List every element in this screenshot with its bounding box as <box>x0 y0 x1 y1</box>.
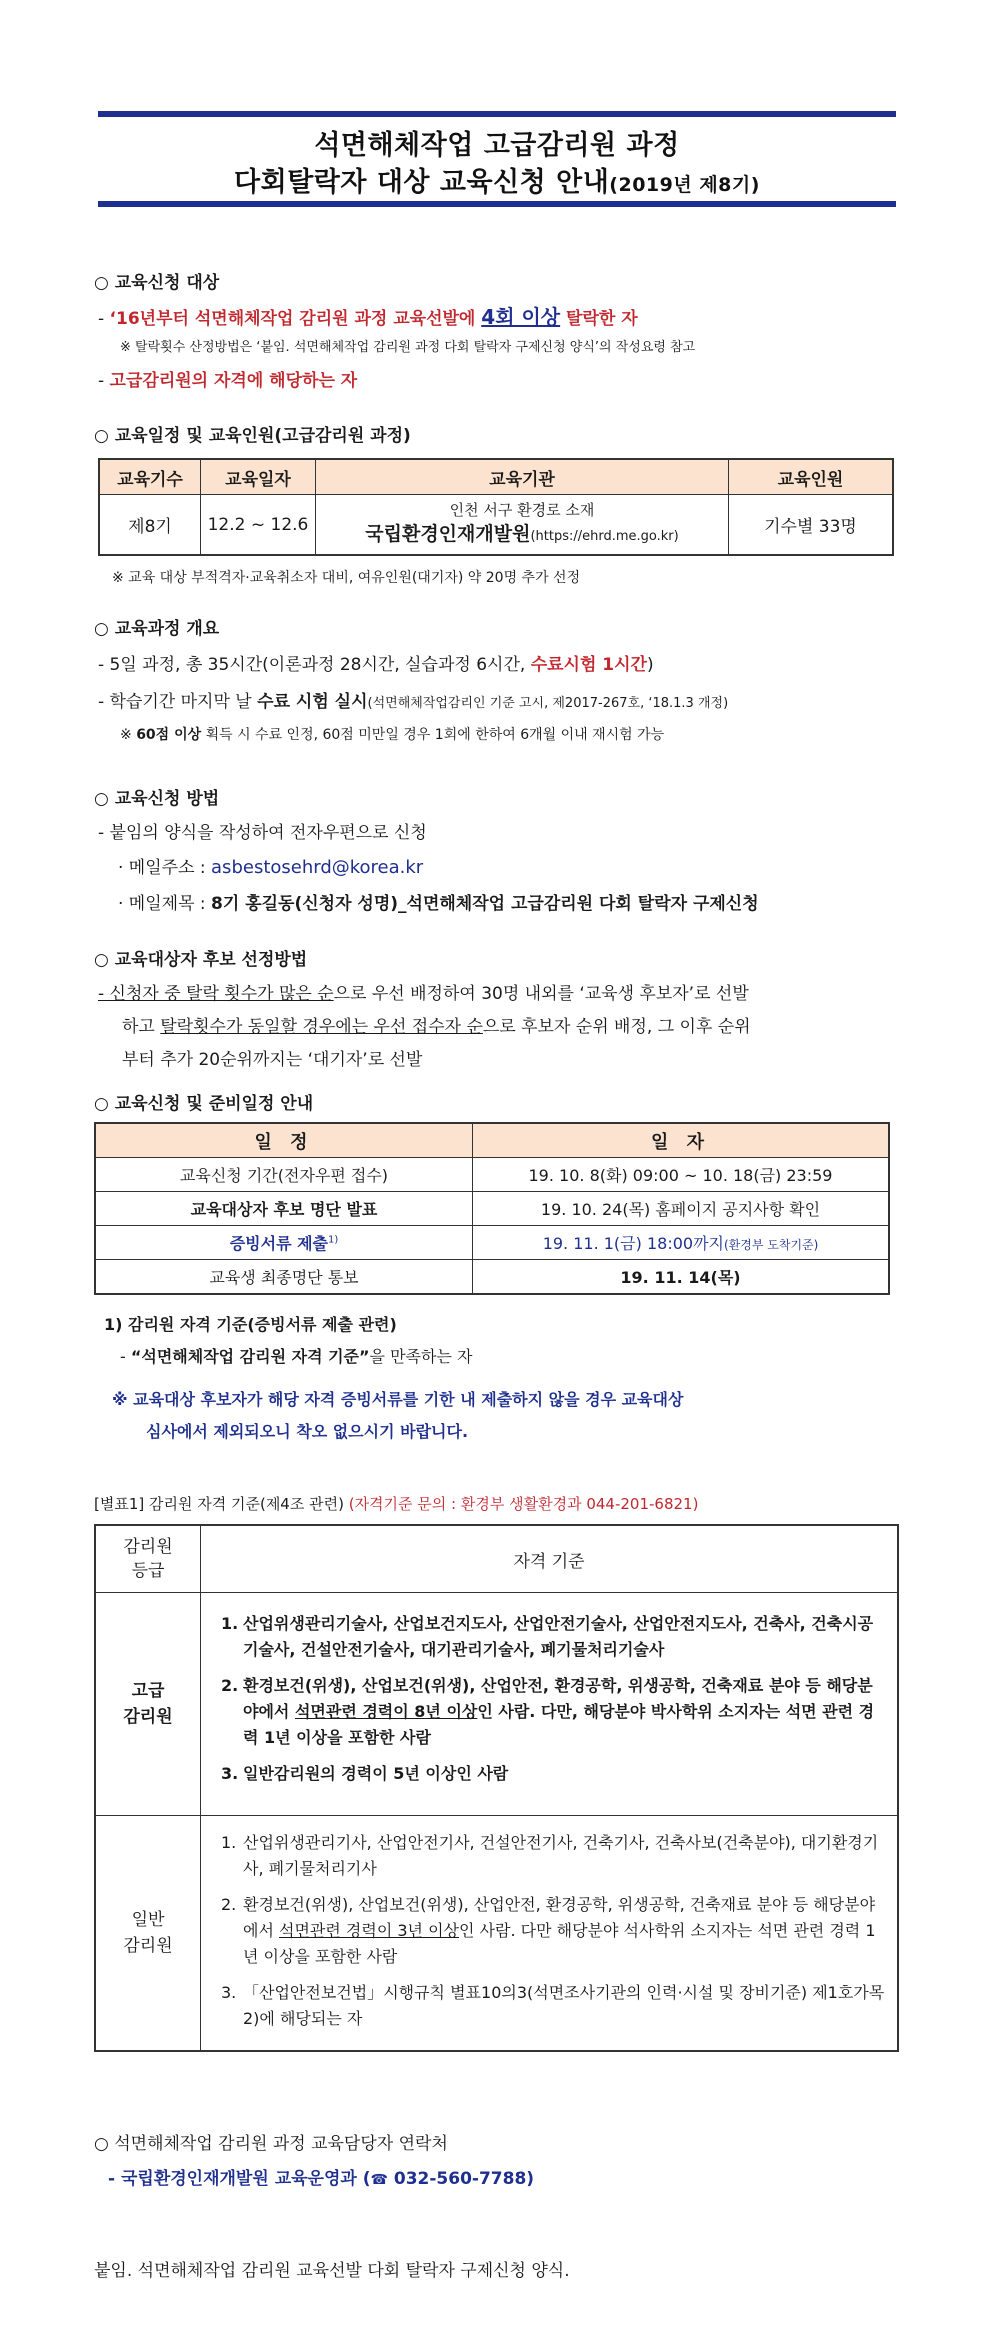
selection-line-1 <box>98 979 749 1004</box>
grade-general-line1: 일반 <box>131 1910 165 1930</box>
col-schedule: 일 정 <box>95 1123 473 1158</box>
annex-caption <box>94 1493 698 1514</box>
table-row <box>95 1226 889 1260</box>
table-row <box>95 1192 889 1226</box>
list-item-text-c: 인 사람. 다만, 해당분야 박사학위 소지자는 석면 관련 경력 1년 이상을 포함한 사람 <box>243 1702 875 1747</box>
schedule-table <box>98 458 894 556</box>
contact-line <box>108 2164 534 2189</box>
overview-item-1 <box>98 650 654 675</box>
timeline-item: 교육신청 기간(전자우편 접수) <box>95 1158 473 1192</box>
mail-address-label: · 메일주소 : <box>118 858 212 878</box>
cell-capacity: 기수별 33명 <box>729 495 894 556</box>
warning-line-2: 심사에서 제외되오니 착오 없으시기 바랍니다. <box>146 1422 469 1441</box>
section-target-heading: ○ 교육신청 대상 <box>94 273 220 293</box>
list-item-underlined: 석면관련 경력이 3년 이상 <box>279 1921 459 1940</box>
timeline-item <box>95 1226 473 1260</box>
selection-line-2-a: 하고 <box>122 1017 161 1037</box>
list-item <box>221 1673 885 1751</box>
footnote-item-text: 을 만족하는 자 <box>369 1347 473 1366</box>
grade-senior-line2: 감리원 <box>123 1707 173 1727</box>
list-item <box>221 1830 885 1882</box>
section-schedule-heading: ○ 교육일정 및 교육인원(고급감리원 과정) <box>94 426 411 446</box>
table-row-senior <box>95 1593 898 1816</box>
selection-line-1-rest: 으로 우선 배정하여 30명 내외를 ‘교육생 후보자’로 선발 <box>333 984 749 1004</box>
method-item-1: - 붙임의 양식을 작성하여 전자우편으로 신청 <box>98 823 427 843</box>
selection-line-1-underlined: - 신청자 중 탈락 횟수가 많은 순 <box>98 984 334 1004</box>
timeline-date: 19. 10. 8(화) 09:00 ~ 10. 18(금) 23:59 <box>473 1158 890 1192</box>
institution-name-line <box>316 521 728 550</box>
contact-heading: ○ 석면해체작업 감리원 과정 교육담당자 연락처 <box>94 2134 448 2154</box>
col-term: 교육기수 <box>99 459 201 495</box>
col-capacity: 교육인원 <box>729 459 894 495</box>
table-row <box>99 495 893 556</box>
col-institution: 교육기관 <box>316 459 729 495</box>
footnote-title: 1) 감리원 자격 기준(증빙서류 제출 관련) <box>104 1315 397 1334</box>
footnote-item-bold: “석면해체작업 감리원 자격 기준” <box>130 1347 370 1366</box>
institution-name: 국립환경인재개발원 <box>365 523 531 545</box>
section-method-heading: ○ 교육신청 방법 <box>94 789 220 809</box>
criteria-general <box>201 1816 899 2052</box>
attachment-note: 붙임. 석면해체작업 감리원 교육선발 다회 탈락자 구제신청 양식. <box>94 2261 570 2281</box>
list-item <box>221 1980 885 2032</box>
overview-item-2-text-a: - 학습기간 마지막 날 <box>98 692 258 712</box>
overview-item-1-text-c: ) <box>646 655 654 675</box>
overview-item-2-ref: (석면해체작업감리인 기준 고시, 제2017-267호, ‘18.1.3 개정) <box>367 696 729 711</box>
col-criteria: 자격 기준 <box>201 1525 899 1593</box>
col-dates: 교육일자 <box>201 459 316 495</box>
grade-senior <box>95 1593 201 1816</box>
selection-line-2-c: 으로 후보자 순위 배정, 그 이후 순위 <box>482 1017 751 1037</box>
page-title-line2 <box>98 160 896 199</box>
cell-dates: 12.2 ~ 12.6 <box>201 495 316 556</box>
title-block <box>98 111 896 207</box>
selection-line-3: 부터 추가 20순위까지는 ‘대기자’로 선발 <box>122 1050 423 1070</box>
grade-general <box>95 1816 201 2052</box>
list-item-text-a: 환경보건(위생), 산업보건(위생), 산업안전, 환경공학, 위생공학, 건축재료 분야 등 해당분야에서 <box>243 1676 873 1721</box>
list-item-number: 3. <box>221 1764 239 1783</box>
schedule-note: ※ 교육 대상 부적격자·교육취소자 대비, 여유인원(대기자) 약 20명 추가 선정 <box>112 570 581 586</box>
table-row <box>95 1260 889 1295</box>
contact-phone: 032-560-7788) <box>387 2169 535 2189</box>
timeline-table <box>94 1122 890 1295</box>
list-item-text-a: 환경보건(위생), 산업보건(위생), 산업안전, 환경공학, 위생공학, 건축재료 분야 등 해당분야에서 <box>243 1895 876 1940</box>
table-row <box>95 1158 889 1192</box>
overview-item-2 <box>98 687 728 712</box>
timeline-date-extra: (환경부 도착기준) <box>723 1238 819 1252</box>
list-item-underlined: 석면관련 경력이 8년 이상 <box>294 1702 478 1721</box>
mail-subject-label: · 메일제목 : <box>118 894 212 914</box>
target-item-1-highlight: 4회 이상 <box>481 305 561 329</box>
col-date: 일 자 <box>473 1123 890 1158</box>
institution-address: 인천 서구 환경로 소재 <box>449 501 595 519</box>
timeline-item: 교육생 최종명단 통보 <box>95 1260 473 1295</box>
col-grade <box>95 1525 201 1593</box>
page-title-line2-main: 다회탈락자 대상 교육신청 안내 <box>234 167 610 198</box>
timeline-date: 19. 10. 24(목) 홈페이지 공지사항 확인 <box>473 1192 890 1226</box>
qualification-table <box>94 1524 899 2052</box>
list-item-number: 1. <box>221 1614 239 1633</box>
overview-note-text: 획득 시 수료 인정, 60점 미만일 경우 1회에 한하여 6개월 이내 재시험 가능 <box>201 727 665 743</box>
selection-line-2 <box>122 1012 751 1037</box>
mail-address-line <box>118 853 423 878</box>
target-item-2 <box>98 366 357 391</box>
target-item-1-text-a: ‘16년부터 석면해체작업 감리원 과정 교육선발에 <box>109 309 482 329</box>
target-item-1 <box>98 301 638 330</box>
schedule-table-header <box>99 459 893 495</box>
annex-caption-contact: (자격기준 문의 : 환경부 생활환경과 044-201-6821) <box>348 1495 699 1513</box>
overview-note-bold: 60점 이상 <box>136 727 202 743</box>
list-item-text: 산업위생관리기사, 산업안전기사, 건설안전기사, 건축기사, 건축사보(건축분야), 대기환경기사, 폐기물처리기사 <box>243 1833 879 1878</box>
list-item <box>221 1611 885 1663</box>
page-title-line1: 석면해체작업 고급감리원 과정 <box>314 130 680 161</box>
list-item-number: 1. <box>221 1833 237 1852</box>
section-timeline-heading: ○ 교육신청 및 준비일정 안내 <box>94 1094 314 1114</box>
selection-line-2-underlined: 탈락횟수가 동일할 경우에는 우선 접수자 순 <box>160 1017 483 1037</box>
list-item-number: 2. <box>221 1676 239 1695</box>
timeline-date-text: 19. 11. 1(금) 18:00까지 <box>542 1234 724 1253</box>
list-item-text-c: 인 사람. 다만 해당분야 석사학위 소지자는 석면 관련 경력 1년 이상을 포함한 사람 <box>243 1921 876 1966</box>
annex-caption-main: [별표1] 감리원 자격 기준(제4조 관련) <box>94 1495 349 1513</box>
target-item-2-text: 고급감리원의 자격에 해당하는 자 <box>109 371 358 391</box>
grade-senior-line1: 고급 <box>131 1681 165 1701</box>
list-item <box>221 1892 885 1970</box>
grade-general-line2: 감리원 <box>123 1936 173 1956</box>
page-title-suffix: (2019년 제8기) <box>609 174 760 196</box>
timeline-item-text: 증빙서류 제출 <box>229 1234 329 1253</box>
footnote-item <box>120 1344 472 1367</box>
mail-address-link[interactable]: asbestosehrd@korea.kr <box>211 857 424 878</box>
list-item-number: 2. <box>221 1895 237 1914</box>
section-selection-heading: ○ 교육대상자 후보 선정방법 <box>94 950 308 970</box>
overview-item-2-bold: 수료 시험 실시 <box>257 692 368 712</box>
list-item-text: 「산업안전보건법」시행규칙 별표10의3(석면조사기관의 인력·시설 및 장비기준) 제1호가목 2)에 해당되는 자 <box>243 1983 885 2028</box>
phone-icon: ☎ <box>370 2172 388 2188</box>
mail-subject-line <box>118 889 759 914</box>
col-grade-line2: 등급 <box>131 1561 165 1581</box>
list-item-text: 일반감리원의 경력이 5년 이상인 사람 <box>243 1764 509 1783</box>
overview-note-mark: ※ <box>120 727 137 743</box>
overview-note <box>120 724 664 744</box>
cell-term: 제8기 <box>99 495 201 556</box>
timeline-item: 교육대상자 후보 명단 발표 <box>95 1192 473 1226</box>
overview-item-1-exam: 수료시험 1시간 <box>530 655 647 675</box>
timeline-date <box>473 1226 890 1260</box>
qualification-table-header <box>95 1525 898 1593</box>
target-note: ※ 탈락횟수 산정방법은 ‘붙임. 석면해체작업 감리원 과정 다회 탈락자 구제신청 양식’의 작성요령 참고 <box>120 340 696 355</box>
mail-subject-text: 8기 홍길동(신청자 성명)_석면해체작업 고급감리원 다회 탈락자 구제신청 <box>211 894 759 914</box>
list-item-text: 산업위생관리기술사, 산업보건지도사, 산업안전기술사, 산업안전지도사, 건축사, 건축시공기술사, 건설안전기술사, 대기관리기술사, 폐기물처리기술사 <box>243 1614 874 1659</box>
list-item-number: 3. <box>221 1983 237 2002</box>
target-item-1-dash: - <box>98 309 110 329</box>
target-item-2-dash: - <box>98 371 110 391</box>
timeline-date: 19. 11. 14(목) <box>473 1260 890 1295</box>
contact-line-text: - 국립환경인재개발원 교육운영과 ( <box>108 2169 371 2189</box>
institution-url[interactable]: (https://ehrd.me.go.kr) <box>530 529 679 544</box>
list-item <box>221 1761 885 1787</box>
warning-line-1: ※ 교육대상 후보자가 해당 자격 증빙서류를 기한 내 제출하지 않을 경우 교육대상 <box>112 1390 684 1409</box>
overview-item-1-text-a: - 5일 과정, 총 35시간(이론과정 28시간, 실습과정 6시간, <box>98 655 531 675</box>
cell-institution <box>316 495 729 556</box>
footnote-marker: 1) <box>328 1234 339 1246</box>
footnote-item-dash: - <box>120 1347 131 1366</box>
table-row-general <box>95 1816 898 2052</box>
col-grade-line1: 감리원 <box>123 1537 173 1557</box>
section-overview-heading: ○ 교육과정 개요 <box>94 619 220 639</box>
timeline-table-header <box>95 1123 889 1158</box>
criteria-senior <box>201 1593 899 1816</box>
target-item-1-text-c: 탈락한 자 <box>560 309 638 329</box>
